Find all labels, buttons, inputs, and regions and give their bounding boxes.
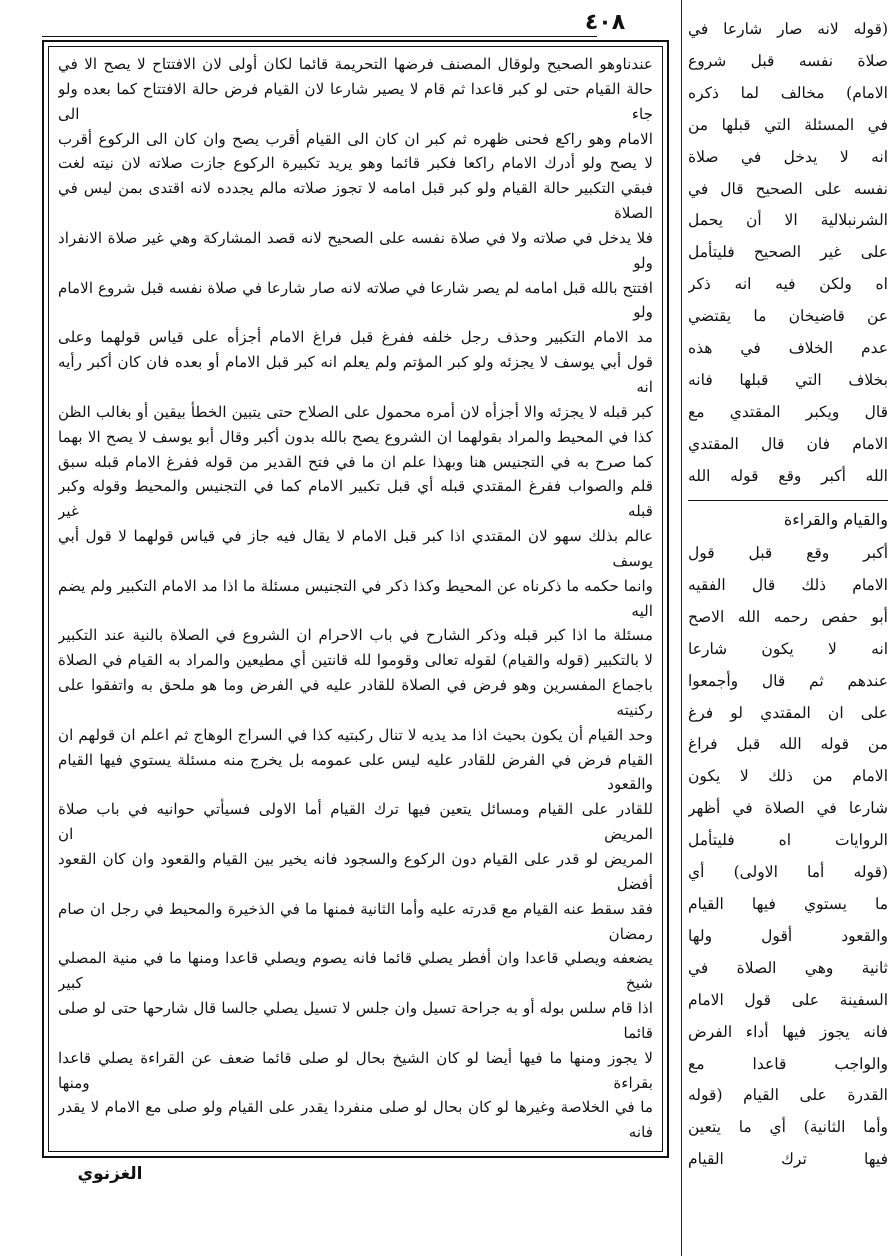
text-line: السفينة على قول الامام — [688, 990, 888, 1009]
text-line: الشرنبلالية الا أن يحمل — [688, 211, 888, 230]
text-line: الامام ذلك قال الفقيه — [688, 575, 888, 594]
text-line: عالم بذلك سهو لان المقتدي اذا كبر قبل الامام لا يقال فيه جاز في قياس قولهما لا قول أبي يوسف — [58, 527, 653, 570]
text-line: اه ولكن فيه انه ذكر — [688, 275, 888, 294]
text-line: على ان المقتدي لو فرغ — [688, 703, 888, 722]
text-line: نفسه على الصحيح قال في — [688, 179, 888, 198]
text-line: عندناوهو الصحيح ولوقال المصنف فرضها التحريمة قائما لكان أولى لان الافتتاح لا يصح الا في — [58, 55, 653, 73]
text-line: الامام) مخالف لما ذكره — [688, 83, 888, 102]
text-line: وأما الثانية) أي ما يتعين — [688, 1118, 888, 1137]
text-line: للقادر على القيام ومسائل يتعين فيها ترك القيام أما الاولى فسيأتي حوانيه في باب صلاة المريض ان — [58, 800, 653, 844]
text-line: أبو حفص رحمه الله الاصح — [688, 607, 888, 626]
text-line: والقعود أقول ولها — [688, 926, 888, 945]
text-line: الله أكبر وقع قوله الله — [688, 466, 888, 485]
text-line: مد الامام التكبير وحذف رجل خلفه ففرغ قبل فراغ الامام أجزأه على قياس قولهما وعلى — [58, 328, 653, 347]
text-line: أكبر وقع قبل قول — [688, 544, 888, 562]
text-line: قول أبي يوسف لا يجزئه ولو كبر المؤتم ولم يعلم انه كبر قبل الامام أو بعده فان كان أكبر رأيه انه — [58, 353, 653, 396]
text-line: ما يستوي فيها القيام — [688, 894, 888, 913]
sidebar-separator — [688, 500, 888, 501]
text-line: صلاة نفسه قبل شروع — [688, 51, 888, 70]
text-line: الروايات اه فليتأمل — [688, 831, 888, 850]
text-line: من قوله الله قبل فراغ — [688, 735, 888, 754]
text-line: لا يصح ولو أدرك الامام راكعا فكبر قائما وهو يريد تكبيرة الركوع جازت صلاته لان نيته لغت — [58, 154, 653, 173]
text-line: ثانية وهي الصلاة في — [688, 958, 888, 977]
text-line: الامام فان قال المقتدي — [688, 434, 888, 453]
column-divider — [681, 0, 682, 1256]
text-line: القيام فرض في الفرض للقادر عليه ليس على عمومه بل يخرج منه مسئلة يستوي فيها القيام والقعود — [58, 750, 653, 794]
text-line: وانما حكمه ما ذكرناه عن المحيط وكذا ذكر في التجنيس مسئلة ما اذا مد الامام التكبير ولم يضم اليه — [58, 576, 653, 620]
sidebar-commentary-bottom — [688, 538, 888, 1238]
text-line: على غير الصحيح فليتأمل — [688, 243, 888, 262]
sidebar-commentary-top — [688, 14, 888, 498]
text-line: فانه يجوز فيها أداء الفرض — [688, 1022, 888, 1041]
text-line: (قوله لانه صار شارعا في — [688, 20, 888, 38]
text-line: لا يجوز ومنها ما فيها أيضا لو كان الشيخ بحال لو صلى قائما ضعف عن القراءة يصلي قاعدا بقراءة ومنها — [58, 1048, 653, 1092]
text-line: قلم والصواب ففرغ المقتدي قبله أي قبل تكبير الامام كما في التجنيس والمحيط وقوله وكبر قبله غير — [58, 477, 653, 521]
text-line: باجماع المفسرين وهو فرض في الصلاة للقادر عليه في الفرض وما هو ملحق به واتفقوا على ركنيته — [58, 676, 653, 719]
text-line: عدم الخلاف في هذه — [688, 339, 888, 358]
text-line: عن قاضيخان ما يقتضي — [688, 307, 888, 326]
text-line: بخلاف التي قبلها فانه — [688, 370, 888, 389]
text-line: الامام وهو راكع فحنى ظهره ثم كبر ان كان الى القيام أقرب يصح وان كان الى الركوع أقرب — [58, 129, 653, 148]
text-line: افتتح بالله قبل امامه لم يصر شارعا في صلاته لانه صار شارعا في صلاة نفسه قبل شروع الامام ولو — [58, 278, 653, 322]
text-line: في المسئلة التي قبلها من — [688, 115, 888, 134]
text-line: القدرة على القيام (قوله — [688, 1086, 888, 1105]
text-line: كبر قبله لا يجزئه والا أجزأه لان أمره محمول على الصلاح حتى يتبين الخطأ بيقين أو بغالب الظن — [58, 402, 653, 421]
text-line: فقد سقط عنه القيام مع قدرته عليه وأما الثانية فمنها ما في الذخيرة والمحيط في رجل ان صام رمضان — [58, 899, 653, 943]
text-line: انه لا يدخل في صلاة — [688, 147, 888, 166]
text-line: المريض لو قدر على القيام دون الركوع والسجود فانه يخير بين القيام والقعود وان كان القعود أفضل — [58, 850, 653, 893]
text-line: انه لا يكون شارعا — [688, 639, 888, 658]
text-line: والواجب قاعدا مع — [688, 1054, 888, 1073]
text-line: فبقي التكبير حالة القيام ولو كبر قبل امامه لا تجوز صلاته مالم يجدده لانه اقتدى بمن ليس في الصلاة — [58, 179, 653, 223]
header-rule — [42, 36, 597, 37]
text-line: مسئلة ما اذا كبر قبله وذكر الشارح في باب الاحرام ان الشروع في الصلاة بالنية عند التكبير — [58, 626, 653, 645]
text-line — [58, 1145, 653, 1147]
text-line: لا بالتكبير (قوله والقيام) لقوله تعالى وقوموا لله قانتين أي مطيعين والمراد به القيام في الصلاة — [58, 651, 653, 670]
text-line: كما صرح به في التجنيس هنا وبهذا علم ان ما في فتح القدير من قوله ففرغ الامام قبله سبق — [58, 452, 653, 471]
text-line: يضعفه ويصلي قاعدا وان أفطر يصلي قائما فانه يصوم ويصلي قاعدا ومنها ما في منية المصلي شيخ كبير — [58, 949, 653, 993]
main-text-frame — [42, 40, 669, 1158]
main-text — [58, 52, 653, 1147]
text-line: وحد القيام أن يكون بحيث اذا مد يديه لا تنال ركبتيه كذا في السراج الوهاج ثم اعلم ان قولهم ان — [58, 725, 653, 744]
text-line: ما في الخلاصة وغيرها لو كان بحال لو صلى منفردا يقدر على القيام ولو صلى مع الامام لا يقدر فانه — [58, 1098, 653, 1142]
text-line: قال ويكبر المقتدي مع — [688, 402, 888, 421]
page-number: ٤٠٨ — [584, 10, 626, 35]
text-line: فيها ترك القيام — [688, 1150, 888, 1169]
text-line: كذا في المحيط والمراد بقولهما ان الشروع يصح بالله بدون أكبر وقال أبو يوسف لا يصح الا بهما — [58, 427, 653, 446]
text-line: (قوله أما الاولى) أي — [688, 863, 888, 882]
sidebar-heading: والقيام والقراءة — [783, 510, 888, 529]
text-line: فلا يدخل في صلاته ولا في صلاة نفسه على الصحيح لانه قصد المشاركة وهي غير صلاة الانفراد ولو — [58, 228, 653, 272]
text-line: الامام من ذلك لا يكون — [688, 767, 888, 786]
text-line: شارعا في الصلاة في أظهر — [688, 799, 888, 818]
footer-name: الغزنوي — [77, 1164, 143, 1184]
text-line: حالة القيام حتى لو كبر قاعدا ثم قام لا يصير شارعا لان القيام فرض حالة الافتتاح كما بعده ولو جاء الى — [58, 79, 653, 123]
text-line: اذا قام سلس بوله أو به جراحة تسيل وان جلس لا تسيل يصلي جالسا قال شارحها حتى لو صلى قائما — [58, 999, 653, 1042]
text-line: عندهم ثم قال وأجمعوا — [688, 671, 888, 690]
